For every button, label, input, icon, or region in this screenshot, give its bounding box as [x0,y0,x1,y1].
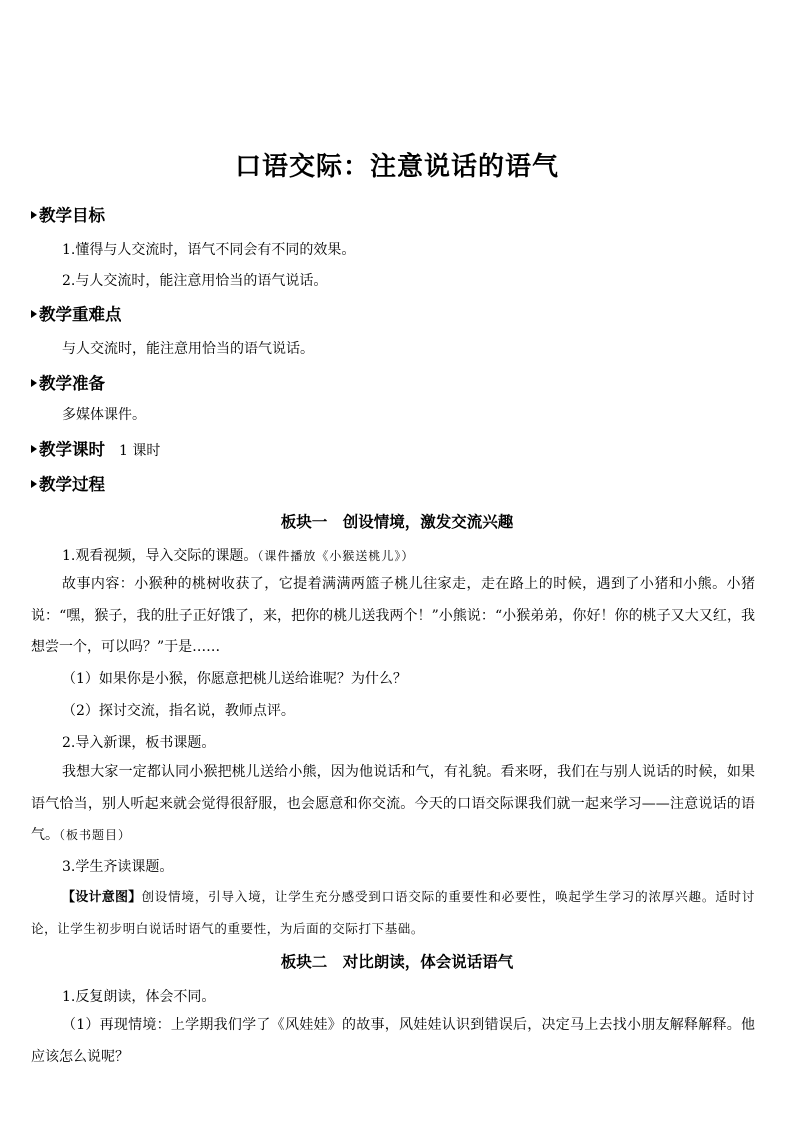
paragraph-note: （板书题目） [59,828,132,842]
block1-item1 [62,545,414,565]
design-intent [31,881,755,944]
block2-item1: 1.反复朗读，体会不同。 [62,989,216,1005]
section-heading-text: 教学过程 [39,475,105,494]
story-paragraph: 故事内容：小猴种的桃树收获了，它提着满满两篮子桃儿往家走，走在路上的时候，遇到了小猪和小熊。小猪说：“嘿，猴子，我的肚子正好饿了，来，把你的桃儿送我两个！”小熊说：“小猴弟弟，你好！你的桃子又大又红，我想尝一个，可以吗？”于是…… [31,576,755,655]
section-heading-text: 教学目标 [39,206,105,225]
design-label: 【设计意图】 [62,890,142,905]
section-prep-heading [31,370,105,394]
section-heading-text: 教学准备 [39,374,105,393]
focus-text: 与人交流时，能注意用恰当的语气说话。 [62,341,314,357]
intro-paragraph [31,757,755,852]
triangle-bullet-icon [31,480,37,488]
section-focus-heading [31,301,122,325]
block1-heading: 板块一 创设情境，激发交流兴趣 [280,513,514,531]
triangle-bullet-icon [31,445,37,453]
goal-item-2: 2.与人交流时，能注意用恰当的语气说话。 [62,273,328,289]
item-text: 1.观看视频，导入交际的课题。 [62,548,258,564]
section-process-heading [31,471,105,495]
section-hours-heading [31,436,160,460]
page-title: 口语交际：注意说话的语气 [234,152,559,182]
triangle-bullet-icon [31,310,37,318]
paragraph-text: 我想大家一定都认同小猴把桃儿送给小熊，因为他说话和气，有礼貌。看来呀，我们在与别人说话的时候，如果语气恰当，别人听起来就会觉得很舒服，也会愿意和你交流。今天的口语交际课我们就一起来学习——注意说话的语气。 [31,764,755,843]
block2-heading: 板块二 对比朗读，体会说话语气 [280,953,514,971]
section-goals-heading [31,202,105,226]
hours-value: 1 课时 [119,443,161,459]
item-note: （课件播放《小猴送桃儿》） [257,549,415,563]
section-heading-text: 教学重难点 [39,305,122,324]
block1-item3: 3.学生齐读课题。 [62,859,174,875]
triangle-bullet-icon [31,379,37,387]
prep-text: 多媒体课件。 [62,407,146,423]
section-heading-text: 教学课时 [39,440,105,459]
triangle-bullet-icon [31,211,37,219]
question-2: （2）探讨交流，指名说，教师点评。 [62,703,295,719]
block2-paragraph: （1）再现情境：上学期我们学了《风娃娃》的故事，风娃娃认识到错误后，决定马上去找小朋友解释解释。他应该怎么说呢？ [31,1017,755,1065]
block1-item2: 2.导入新课，板书课题。 [62,735,216,751]
design-text: 创设情境，引导入境，让学生充分感受到口语交际的重要性和必要性，唤起学生学习的浓厚兴趣。适时讨论，让学生初步明白说话时语气的重要性，为后面的交际打下基础。 [31,889,755,936]
goal-item-1: 1.懂得与人交流时，语气不同会有不同的效果。 [62,242,356,258]
question-1: （1）如果你是小猴，你愿意把桃儿送给谁呢？为什么？ [62,671,407,687]
